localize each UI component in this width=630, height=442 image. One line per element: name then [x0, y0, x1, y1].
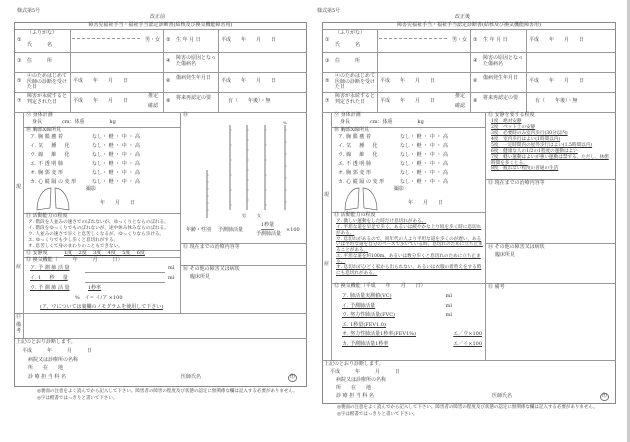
rest-degree[interactable]: 1度 [64, 250, 73, 256]
side-label-symptom: 症 [16, 264, 22, 270]
address-label: 住 所 [335, 58, 361, 64]
predicted-vc-label-2: ウ. 予 測 肺 活 量 [30, 285, 70, 291]
item-number-6: ⑥ [473, 78, 478, 84]
form-rule [85, 272, 165, 273]
ventilation-fields[interactable] [342, 292, 482, 350]
first-visit-field[interactable]: 平成 年 月 日 [73, 78, 129, 84]
section-activity: ⑪ 活動能力の程度 [334, 212, 376, 218]
activity-option[interactable]: ウ. 人並みの速さで歩くと息苦しくなるが、ゆっくりなら歩ける。 [28, 231, 165, 237]
ventilation-formula: エ／イ×100 [453, 340, 482, 347]
ventilation-row [342, 340, 482, 350]
predicted-vc-axis-label: 予測肺活量 [218, 227, 244, 233]
item-number-5: ⑤ [17, 78, 22, 84]
activity-option[interactable]: ア. 激しい運動をした時だけ息切れがある。 [336, 219, 427, 224]
ventilation-label: カ. 予測肺活量1秒率 [342, 340, 389, 347]
finding-label: カ. 心 縦 隔 の 変 形 [30, 179, 77, 185]
permanent-label: 障害が永続すると判定された日 [335, 93, 376, 105]
finding-label: イ. 気 腫 化 [30, 143, 70, 149]
finding-label: ア. 胸 膜 癒 着 [30, 134, 63, 140]
form-rule [322, 112, 616, 113]
rest-degree-options[interactable] [64, 251, 145, 257]
form-number: 様式第5号 [317, 8, 341, 14]
item-number-1: ① [325, 37, 330, 43]
rest-degree-options[interactable] [491, 119, 613, 172]
location-label: 所 在 地 [336, 385, 372, 391]
item-number-8: ⑧ [473, 98, 478, 104]
formula-note: (ア、ウについては裏欄のノモグラムを使用して下さい) [40, 304, 164, 310]
doctor-label: 医師氏名 [492, 393, 513, 399]
note-1: ◎裏面の注意をよく読んでから記入して下さい。障害者の障害の程度及び状態の認定に無関係な欄は記入する必要がありません。 [37, 389, 298, 394]
activity-option[interactable]: エ. 平坦な道を約100m、あるいは数分歩くと息切れのために立ち止まる。 [336, 253, 481, 265]
birthdate-field[interactable]: 平成 年 月 日 [529, 37, 585, 43]
form-rule [322, 29, 616, 30]
ratio-numerator: 1秒量 [261, 222, 275, 228]
grade-options[interactable]: なし・ 軽 ・ 中 ・ 高 [92, 152, 140, 158]
grade-options[interactable]: なし・ 軽 ・ 中 ・ 高 [400, 152, 448, 158]
birthdate-label: 生 年 月 日 [176, 37, 201, 43]
finding-label: エ. 不 透 明 肺 [338, 161, 371, 167]
section-ventilation: ⑬ 換気機能（ 年 月 日） [26, 257, 123, 263]
form-rule [37, 188, 69, 210]
note-2: ◎字は楷書ではっきりと書いて下さい。 [37, 396, 118, 401]
form-rule [485, 112, 486, 360]
unit-ml: ml [168, 265, 175, 271]
form-rule [14, 112, 307, 113]
activity-option[interactable]: オ. 息苦しくて身のまわりのこともできない。 [28, 243, 123, 249]
ratio-multiplier: ×100 [286, 227, 300, 233]
ventilation-label: ウ. 努力性肺活量(FVC) [342, 312, 395, 319]
section-rest: ⑫ 安静度 [26, 250, 48, 256]
ventilation-label: イ. 予測肺活量 [342, 302, 376, 309]
ventilation-row [342, 311, 482, 321]
grade-options[interactable]: なし・ 軽 ・ 中 ・ 高 [92, 170, 140, 176]
section-body-measure: ⑨ 身体計測 [334, 112, 361, 118]
side-label-symptom: 症 [324, 261, 330, 267]
reexam-field[interactable]: 有（ 年後）・無 [535, 98, 578, 104]
activity-option[interactable]: イ. 平坦な道を早足で歩く、あるいは緩やかな上り坂を歩く時に息切れがある。 [336, 224, 482, 236]
form-rule [23, 313, 24, 338]
sex-select[interactable]: 男・女 [145, 37, 161, 43]
xray-findings [30, 135, 178, 189]
percent-label: % [283, 120, 287, 125]
section-other: ⑭ その他の障害又は病状 [488, 244, 545, 250]
form-rule [470, 29, 471, 112]
activity-option[interactable]: オ. 息切れがひどく家から出られない、あるいは衣服の着替えをする時にも息切れがある。 [336, 265, 482, 276]
clinical-label: 臨床所見 [190, 274, 211, 280]
finding-label: ア. 胸 膜 癒 着 [338, 134, 371, 140]
age-sex-label: 年齢・性別 [186, 227, 212, 233]
hospital-label: 病院又は診療所の名称 [336, 377, 387, 383]
first-visit-field[interactable]: 平成 年 月 日 [380, 78, 436, 84]
grade-options[interactable]: なし・ 軽 ・ 中 ・ 高 [92, 161, 140, 167]
activity-option[interactable]: エ. ゆっくりでも少し歩くと息切れがする。 [28, 237, 119, 243]
formula: % イ= イ/ア ×100 [75, 295, 123, 301]
predicted-vc-label: ア. 予 測 肺 活 量 [30, 265, 70, 271]
section-ventilation: ⑫ 換気機能（平成 年 月 日） [334, 283, 426, 289]
form-rule [14, 29, 307, 30]
permanent-field[interactable]: 平成 年 月 日 [380, 98, 436, 104]
permanent-label: 障害が永続すると判定された日 [27, 93, 68, 105]
form-rule [331, 112, 332, 360]
rest-degree[interactable]: 4度 室内歩行はよい(1時間以内) [491, 136, 561, 142]
item-number-4: ④ [473, 58, 478, 64]
rest-degree[interactable]: 8度 疲れない程度の普通の生活 [491, 166, 559, 172]
signature-block [16, 340, 306, 386]
form-rule [207, 125, 285, 218]
confirm-option[interactable]: 確認 [455, 103, 466, 109]
form-title: 障害児福祉手当・福祉手当認定診断書(結核及び換気機能障害用) [88, 22, 233, 28]
birthdate-field[interactable]: 平成 年 月 日 [221, 37, 277, 43]
ventilation-row [342, 321, 482, 331]
statement: 上記のとおり診断します。 [324, 361, 384, 367]
grade-options[interactable]: なし・ 軽 ・ 中 ・ 高 [400, 134, 448, 140]
activity-option[interactable]: ア. 階段を人並みの速さでのぼれないが、ゆっくりとならのぼれる。 [28, 220, 169, 225]
unit-ml: ml [168, 275, 175, 281]
form-rule [526, 29, 527, 112]
female-label: 女 [257, 213, 261, 218]
grade-options[interactable]: なし・ 軽 ・ 中 ・ 高 [92, 134, 140, 140]
onset-field[interactable]: 平成 年 月 日 [221, 78, 277, 84]
heading-after: 改正後 [455, 14, 471, 20]
rest-degree[interactable]: 6度 健康な人の1/2の1程度の運動はよい [491, 148, 578, 154]
department-label: 診 療 担 当 科 名 [28, 374, 66, 380]
grade-options[interactable]: なし・ 軽 ・ 中 ・ 高 [400, 143, 448, 149]
form-rule [218, 29, 219, 112]
item-number-2: ② [166, 37, 171, 43]
side-label-current: 現 [324, 192, 330, 198]
male-label: 男 [242, 213, 246, 218]
statement: 上記のとおり診断します。 [16, 339, 76, 345]
rest-degree[interactable]: 5度 一定時間内の屋外歩行はよい(1.5時間以内) [491, 142, 593, 148]
ventilation-row [342, 292, 482, 302]
form-after [315, 0, 630, 442]
item-number-8: ⑧ [166, 98, 171, 104]
ventilation-label: エ. 1秒量(FEV1.0) [342, 321, 386, 328]
seal-icon: 印 [290, 374, 296, 380]
finding-label: イ. 気 腫 化 [338, 143, 378, 149]
signature-block [324, 362, 614, 404]
item-number-4: ④ [166, 58, 171, 64]
grade-options[interactable]: なし・ 軽 ・ 中 ・ 高 [92, 143, 140, 149]
nomogram-chart [195, 120, 295, 220]
item-number-2: ② [473, 37, 478, 43]
height-weight-field[interactable]: 身長 cm：体重 kg [32, 119, 116, 125]
section-rest: ⑫ 安静を要する程度 [488, 112, 535, 118]
first-visit-label: ④のためはじめて医師の診断を受けた日 [335, 73, 376, 90]
ventilation-unit: ml [445, 312, 452, 319]
doctor-label: 医師氏名 [181, 374, 202, 380]
side-label-current: 現 [16, 184, 22, 190]
activity-option[interactable]: ウ. 息切れがあるので、同年代の人より平坦な道を歩くのが遅い、あるいは平坦な道を自分のペースで歩いている時、息切れのために立ち止まることがある。 [336, 236, 483, 253]
grade-options[interactable]: なし・ 軽 ・ 中 ・ 高 [400, 170, 448, 176]
height-weight-field[interactable]: 身長 cm：体重 kg [340, 119, 424, 125]
item-number-3: ③ [17, 58, 22, 64]
section-xray: ⑩ 胸部X線所見 [26, 127, 62, 133]
name-label: 氏 名 [335, 42, 361, 48]
item-number-3: ③ [325, 58, 330, 64]
section-body-measure: ⑨ 身体計測 [26, 112, 53, 118]
note-1: ◎裏面の注意をよく読んでから記入して下さい。障害者の障害の程度及び状態の認定に無関係な欄は記入する必要がありません。 [337, 405, 598, 410]
form-rule [377, 29, 378, 112]
form-rule [85, 282, 165, 283]
clinical-label: 臨床所見 [495, 252, 516, 258]
rest-degree[interactable]: 7度 軽い運動はよいが強い運動は禁ずる。ただし、休憩時間を多くとる。 [491, 154, 609, 166]
furigana-label: （ふりがな） [27, 30, 58, 36]
onset-label: 傷病発生年月日 [483, 75, 519, 81]
grade-options[interactable]: なし・ 軽 ・ 中 ・ 高 [92, 179, 140, 185]
confirm-option[interactable]: 確認 [148, 103, 159, 109]
form-rule [345, 188, 377, 210]
form-rule [180, 112, 181, 313]
cause-label: 障害の原因となった傷病名 [483, 55, 524, 67]
furigana-label: （ふりがな） [335, 30, 366, 36]
form-rule [14, 313, 307, 314]
furigana-divider [72, 38, 140, 39]
form-rule [14, 52, 307, 53]
hospital-label: 病院又は診療所の名称 [28, 357, 79, 363]
estimate-option[interactable]: 推定 [148, 93, 159, 99]
item-number-6: ⑥ [166, 78, 171, 84]
form-rule [163, 29, 164, 112]
name-label: 氏 名 [27, 42, 53, 48]
ventilation-unit: ml [445, 293, 452, 299]
activity-options[interactable] [28, 220, 178, 250]
rest-degree[interactable]: 5度 [122, 250, 131, 256]
item-number-1: ① [17, 37, 22, 43]
department-label: 診 療 担 当 科 名 [336, 393, 374, 399]
form-number: 様式第5号 [17, 8, 41, 14]
section-xray: ⑩ 胸部X線所見 [334, 127, 370, 133]
section-treatment: ⑮ 現在までの治療内容等 [183, 244, 240, 250]
ventilation-unit: ml [445, 302, 452, 309]
section-treatment: ⑬ 現在までの治療内容等 [488, 180, 545, 186]
ventilation-label: オ. 努力性肺活量1秒率(FEV1%) [342, 331, 416, 338]
ratio-denominator: 予測肺活量 [256, 231, 282, 237]
remarks-label: 備考 [16, 322, 22, 334]
finding-label: カ. 心 縦 隔 の 変 形 [338, 179, 385, 185]
form-rule [322, 52, 616, 53]
section-nomogram: ⑭ [183, 112, 189, 118]
section-other: ⑯ その他の障害又は病状 [183, 266, 240, 272]
location-label: 所 在 地 [28, 365, 64, 371]
onset-label: 傷病発生年月日 [176, 75, 212, 81]
lungs-icon [35, 186, 71, 212]
ventilation-formula: エ／ウ×100 [453, 331, 482, 338]
finding-label: エ. 不 透 明 肺 [30, 161, 63, 167]
lungs-icon [343, 186, 379, 212]
finding-label: オ. 胸 郭 変 形 [30, 170, 63, 176]
photo-date[interactable]: 年 月 日 [408, 200, 444, 206]
item-number-5: ⑤ [325, 78, 330, 84]
photo-date[interactable]: 年 月 日 [100, 200, 136, 206]
rest-degree[interactable]: 3度 必要時のみ室内歩行(30分以内) [491, 130, 568, 136]
furigana-divider [379, 38, 447, 39]
signature-date[interactable]: 平成 年 月 日 [22, 348, 93, 354]
reexam-field[interactable]: 有（ 年後）・無 [228, 98, 271, 104]
rest-degree[interactable]: 2度 [78, 250, 87, 256]
cause-label: 障害の原因となった傷病名 [176, 55, 217, 67]
grade-options[interactable]: なし・ 軽 ・ 中 ・ 高 [400, 179, 448, 185]
activity-option[interactable]: イ. 階段をゆっくりでものぼれないが、途中休み休みならのぼれる。 [28, 225, 169, 231]
rest-degree[interactable]: 2度 ベット上の安静 [491, 124, 536, 130]
item-number-7: ⑦ [325, 98, 330, 104]
birthdate-label: 生 年 月 日 [483, 37, 508, 43]
fev1-label: イ. 1 秒 量 [30, 275, 68, 281]
finding-label: オ. 胸 郭 変 形 [338, 170, 371, 176]
sex-select[interactable]: 男・女 [452, 37, 468, 43]
form-title: 障害児福祉手当・福祉手当認定診断書(結核及び換気機能障害用) [397, 22, 541, 28]
permanent-field[interactable]: 平成 年 月 日 [73, 98, 129, 104]
ventilation-label: ア. 肺活量実測値(VC) [342, 293, 392, 299]
section-activity: ⑪ 活動能力の程度 [26, 213, 68, 219]
photo-label: 撮影 [394, 186, 405, 192]
reexam-label: 将来再認定の要 [176, 95, 212, 101]
form-rule [70, 29, 71, 112]
seal-icon: 印 [602, 393, 608, 399]
rest-degree[interactable]: 1度 絶対安静 [491, 119, 522, 124]
item-number-7: ⑦ [17, 98, 22, 104]
rest-degree[interactable]: 4度 [107, 250, 116, 256]
note-2: ◎字は楷書ではっきりと書いて下さい。 [337, 412, 418, 417]
grade-options[interactable]: なし・ 軽 ・ 中 ・ 高 [400, 161, 448, 167]
remarks-label: ⑮ 備考 [488, 284, 505, 290]
finding-label: ウ. 線 維 化 [30, 152, 70, 158]
first-visit-label: ④のためはじめて医師の診断を受けた日 [27, 73, 68, 90]
item-number-17: ⑰ [16, 314, 22, 320]
rest-degree[interactable]: 6度 [136, 250, 145, 256]
ventilation-row [342, 330, 482, 340]
estimate-option[interactable]: 推定 [455, 93, 466, 99]
onset-field[interactable]: 平成 年 月 日 [529, 78, 585, 84]
heading-before: 改正前 [150, 14, 166, 20]
photo-label: 撮影 [86, 186, 97, 192]
address-label: 住 所 [27, 58, 53, 64]
ventilation-row [342, 302, 482, 312]
activity-options[interactable] [336, 219, 483, 277]
finding-label: ウ. 線 維 化 [338, 152, 378, 158]
signature-date[interactable]: 平成 年 月 日 [330, 369, 401, 375]
rest-degree[interactable]: 3度 [93, 250, 102, 256]
one-sec-rate-label: 1秒率 [88, 285, 102, 291]
xray-findings [338, 135, 483, 189]
reexam-label: 将来再認定の要 [483, 95, 519, 101]
